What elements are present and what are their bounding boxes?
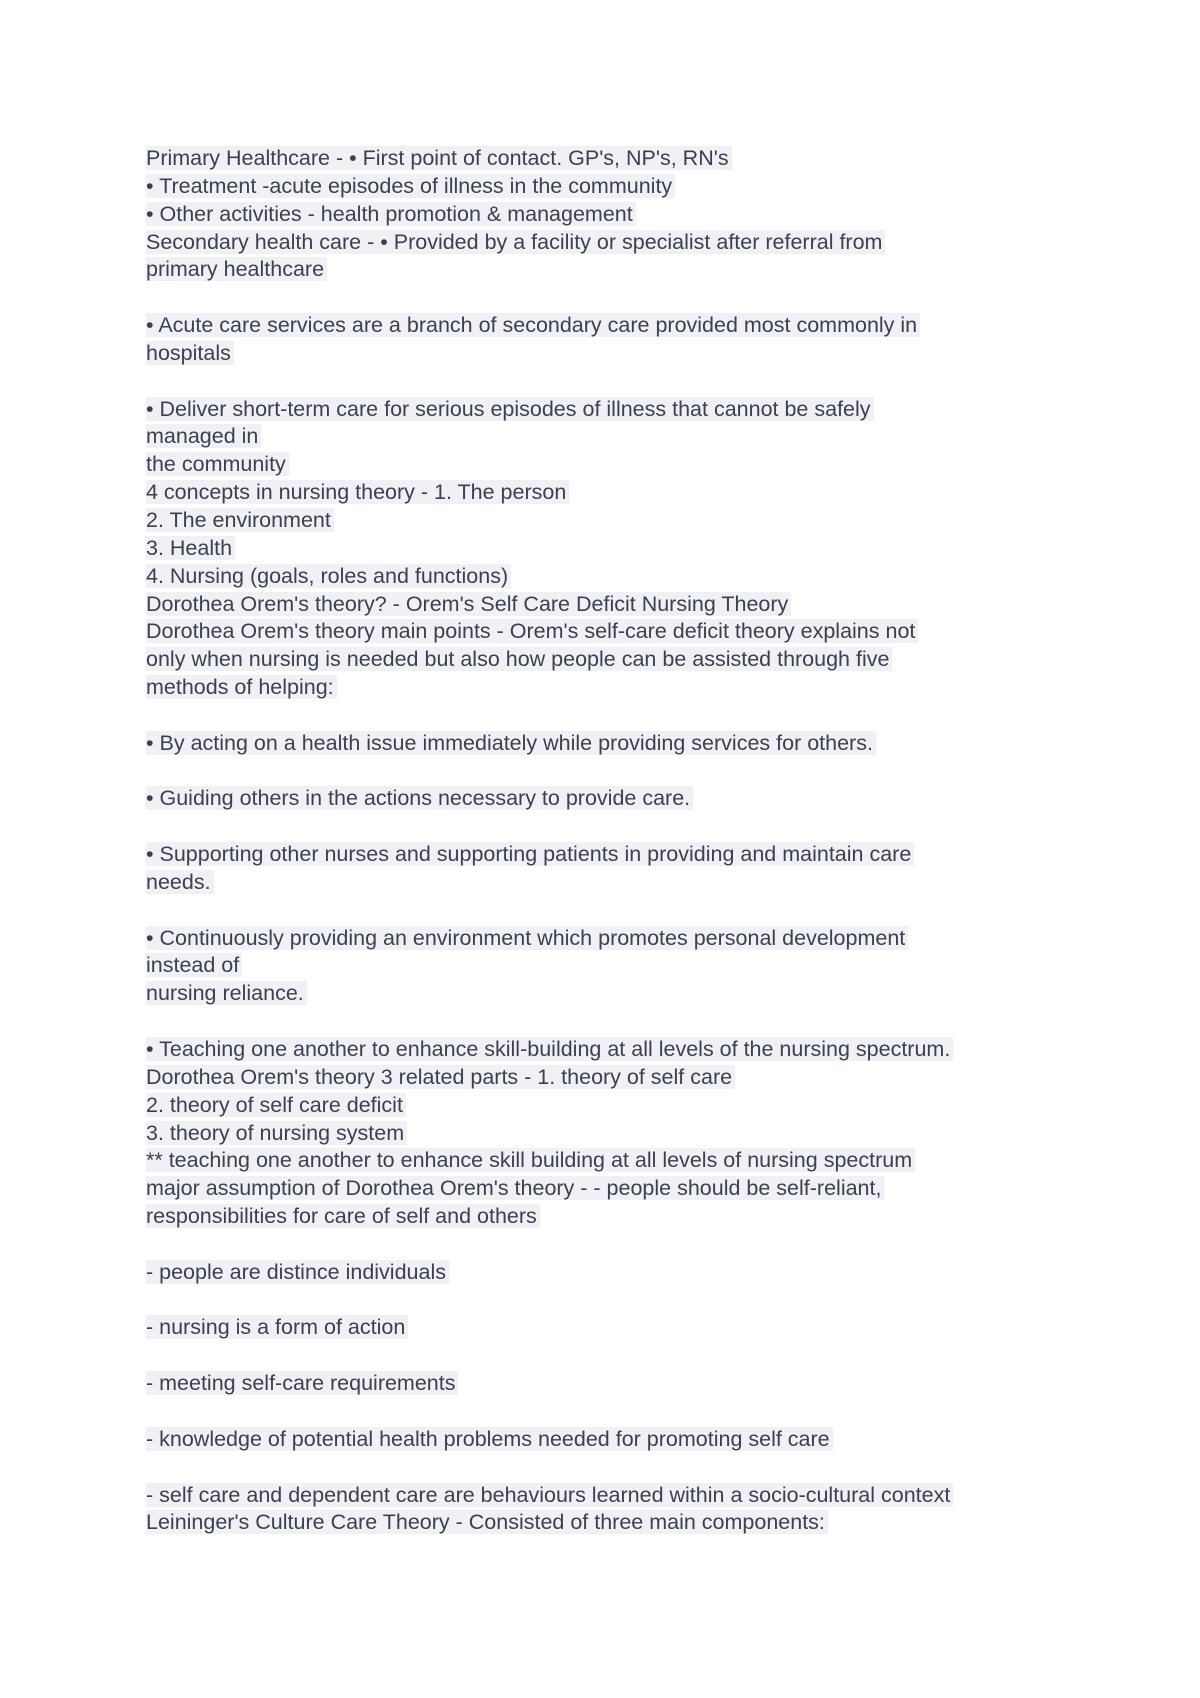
text-line-content: 2. The environment xyxy=(146,508,334,532)
text-line xyxy=(146,1120,1076,1148)
text-line-content: • Continuously providing an environment which promotes personal development xyxy=(146,926,908,950)
blank-line xyxy=(146,1454,1076,1482)
text-line xyxy=(146,535,1076,563)
text-line xyxy=(146,1175,1076,1203)
text-line xyxy=(146,1147,1076,1175)
text-line-content: Leininger's Culture Care Theory - Consisted of three main components: xyxy=(146,1510,828,1534)
text-line xyxy=(146,173,1076,201)
text-line-content: Dorothea Orem's theory? - Orem's Self Care Deficit Nursing Theory xyxy=(146,592,791,616)
text-line-content: the community xyxy=(146,452,289,476)
text-line xyxy=(146,563,1076,591)
text-line-content: 3. Health xyxy=(146,536,235,560)
text-line-content: only when nursing is needed but also how people can be assisted through five xyxy=(146,647,892,671)
text-line-content: 3. theory of nursing system xyxy=(146,1121,407,1145)
text-line xyxy=(146,869,1076,897)
text-line-content: 4 concepts in nursing theory - 1. The person xyxy=(146,480,569,504)
text-line-content: methods of helping: xyxy=(146,675,337,699)
text-line xyxy=(146,1370,1076,1398)
text-line-content: Primary Healthcare - • First point of contact. GP's, NP's, RN's xyxy=(146,146,732,170)
text-line-content: Dorothea Orem's theory main points - Orem's self-care deficit theory explains not xyxy=(146,619,918,643)
text-line xyxy=(146,1259,1076,1287)
text-line-content: nursing reliance. xyxy=(146,981,307,1005)
text-line-content: • Other activities - health promotion & management xyxy=(146,202,636,226)
document-text-body xyxy=(146,145,1076,1537)
text-line-content: - people are distince individuals xyxy=(146,1260,449,1284)
text-line xyxy=(146,396,1076,424)
text-line xyxy=(146,1092,1076,1120)
text-line xyxy=(146,1036,1076,1064)
text-line xyxy=(146,1064,1076,1092)
text-line xyxy=(146,925,1076,953)
text-line-content: 4. Nursing (goals, roles and functions) xyxy=(146,564,511,588)
blank-line xyxy=(146,1398,1076,1426)
blank-line xyxy=(146,1008,1076,1036)
text-line-content: • Teaching one another to enhance skill-building at all levels of the nursing spectrum. xyxy=(146,1037,953,1061)
blank-line xyxy=(146,758,1076,786)
text-line xyxy=(146,1509,1076,1537)
text-line-content: primary healthcare xyxy=(146,257,327,281)
text-line xyxy=(146,312,1076,340)
text-line xyxy=(146,451,1076,479)
text-line-content: major assumption of Dorothea Orem's theory - - people should be self-reliant, xyxy=(146,1176,884,1200)
text-line-content: - meeting self-care requirements xyxy=(146,1371,458,1395)
text-line-content: needs. xyxy=(146,870,214,894)
blank-line xyxy=(146,368,1076,396)
text-line-content: • Guiding others in the actions necessary to provide care. xyxy=(146,786,693,810)
text-line-content: • Deliver short-term care for serious episodes of illness that cannot be safely xyxy=(146,397,874,421)
text-line xyxy=(146,479,1076,507)
text-line-content: responsibilities for care of self and others xyxy=(146,1204,540,1228)
text-line-content: • By acting on a health issue immediately while providing services for others. xyxy=(146,731,876,755)
text-line xyxy=(146,507,1076,535)
text-line-content: • Treatment -acute episodes of illness in the community xyxy=(146,174,675,198)
text-line xyxy=(146,201,1076,229)
blank-line xyxy=(146,284,1076,312)
blank-line xyxy=(146,813,1076,841)
blank-line xyxy=(146,1231,1076,1259)
text-line xyxy=(146,785,1076,813)
text-line xyxy=(146,646,1076,674)
text-line-content: hospitals xyxy=(146,341,234,365)
text-line xyxy=(146,591,1076,619)
text-line xyxy=(146,1482,1076,1510)
text-line xyxy=(146,256,1076,284)
text-line xyxy=(146,1314,1076,1342)
text-line xyxy=(146,1203,1076,1231)
text-line xyxy=(146,618,1076,646)
blank-line xyxy=(146,897,1076,925)
text-line xyxy=(146,980,1076,1008)
text-line xyxy=(146,423,1076,451)
text-line-content: - self care and dependent care are behaviours learned within a socio-cultural context xyxy=(146,1483,953,1507)
text-line xyxy=(146,340,1076,368)
text-line xyxy=(146,952,1076,980)
blank-line xyxy=(146,1287,1076,1315)
text-line-content: • Acute care services are a branch of secondary care provided most commonly in xyxy=(146,313,920,337)
text-line-content: Secondary health care - • Provided by a facility or specialist after referral from xyxy=(146,230,885,254)
text-line xyxy=(146,841,1076,869)
text-line xyxy=(146,229,1076,257)
text-line-content: • Supporting other nurses and supporting patients in providing and maintain care xyxy=(146,842,914,866)
blank-line xyxy=(146,702,1076,730)
text-line-content: ** teaching one another to enhance skill building at all levels of nursing spectrum xyxy=(146,1148,915,1172)
text-line-content: - nursing is a form of action xyxy=(146,1315,408,1339)
text-line-content: instead of xyxy=(146,953,242,977)
text-line xyxy=(146,1426,1076,1454)
text-line xyxy=(146,674,1076,702)
text-line xyxy=(146,730,1076,758)
text-line xyxy=(146,145,1076,173)
blank-line xyxy=(146,1342,1076,1370)
text-line-content: Dorothea Orem's theory 3 related parts - 1. theory of self care xyxy=(146,1065,735,1089)
text-line-content: 2. theory of self care deficit xyxy=(146,1093,406,1117)
text-line-content: managed in xyxy=(146,424,261,448)
text-line-content: - knowledge of potential health problems needed for promoting self care xyxy=(146,1427,833,1451)
